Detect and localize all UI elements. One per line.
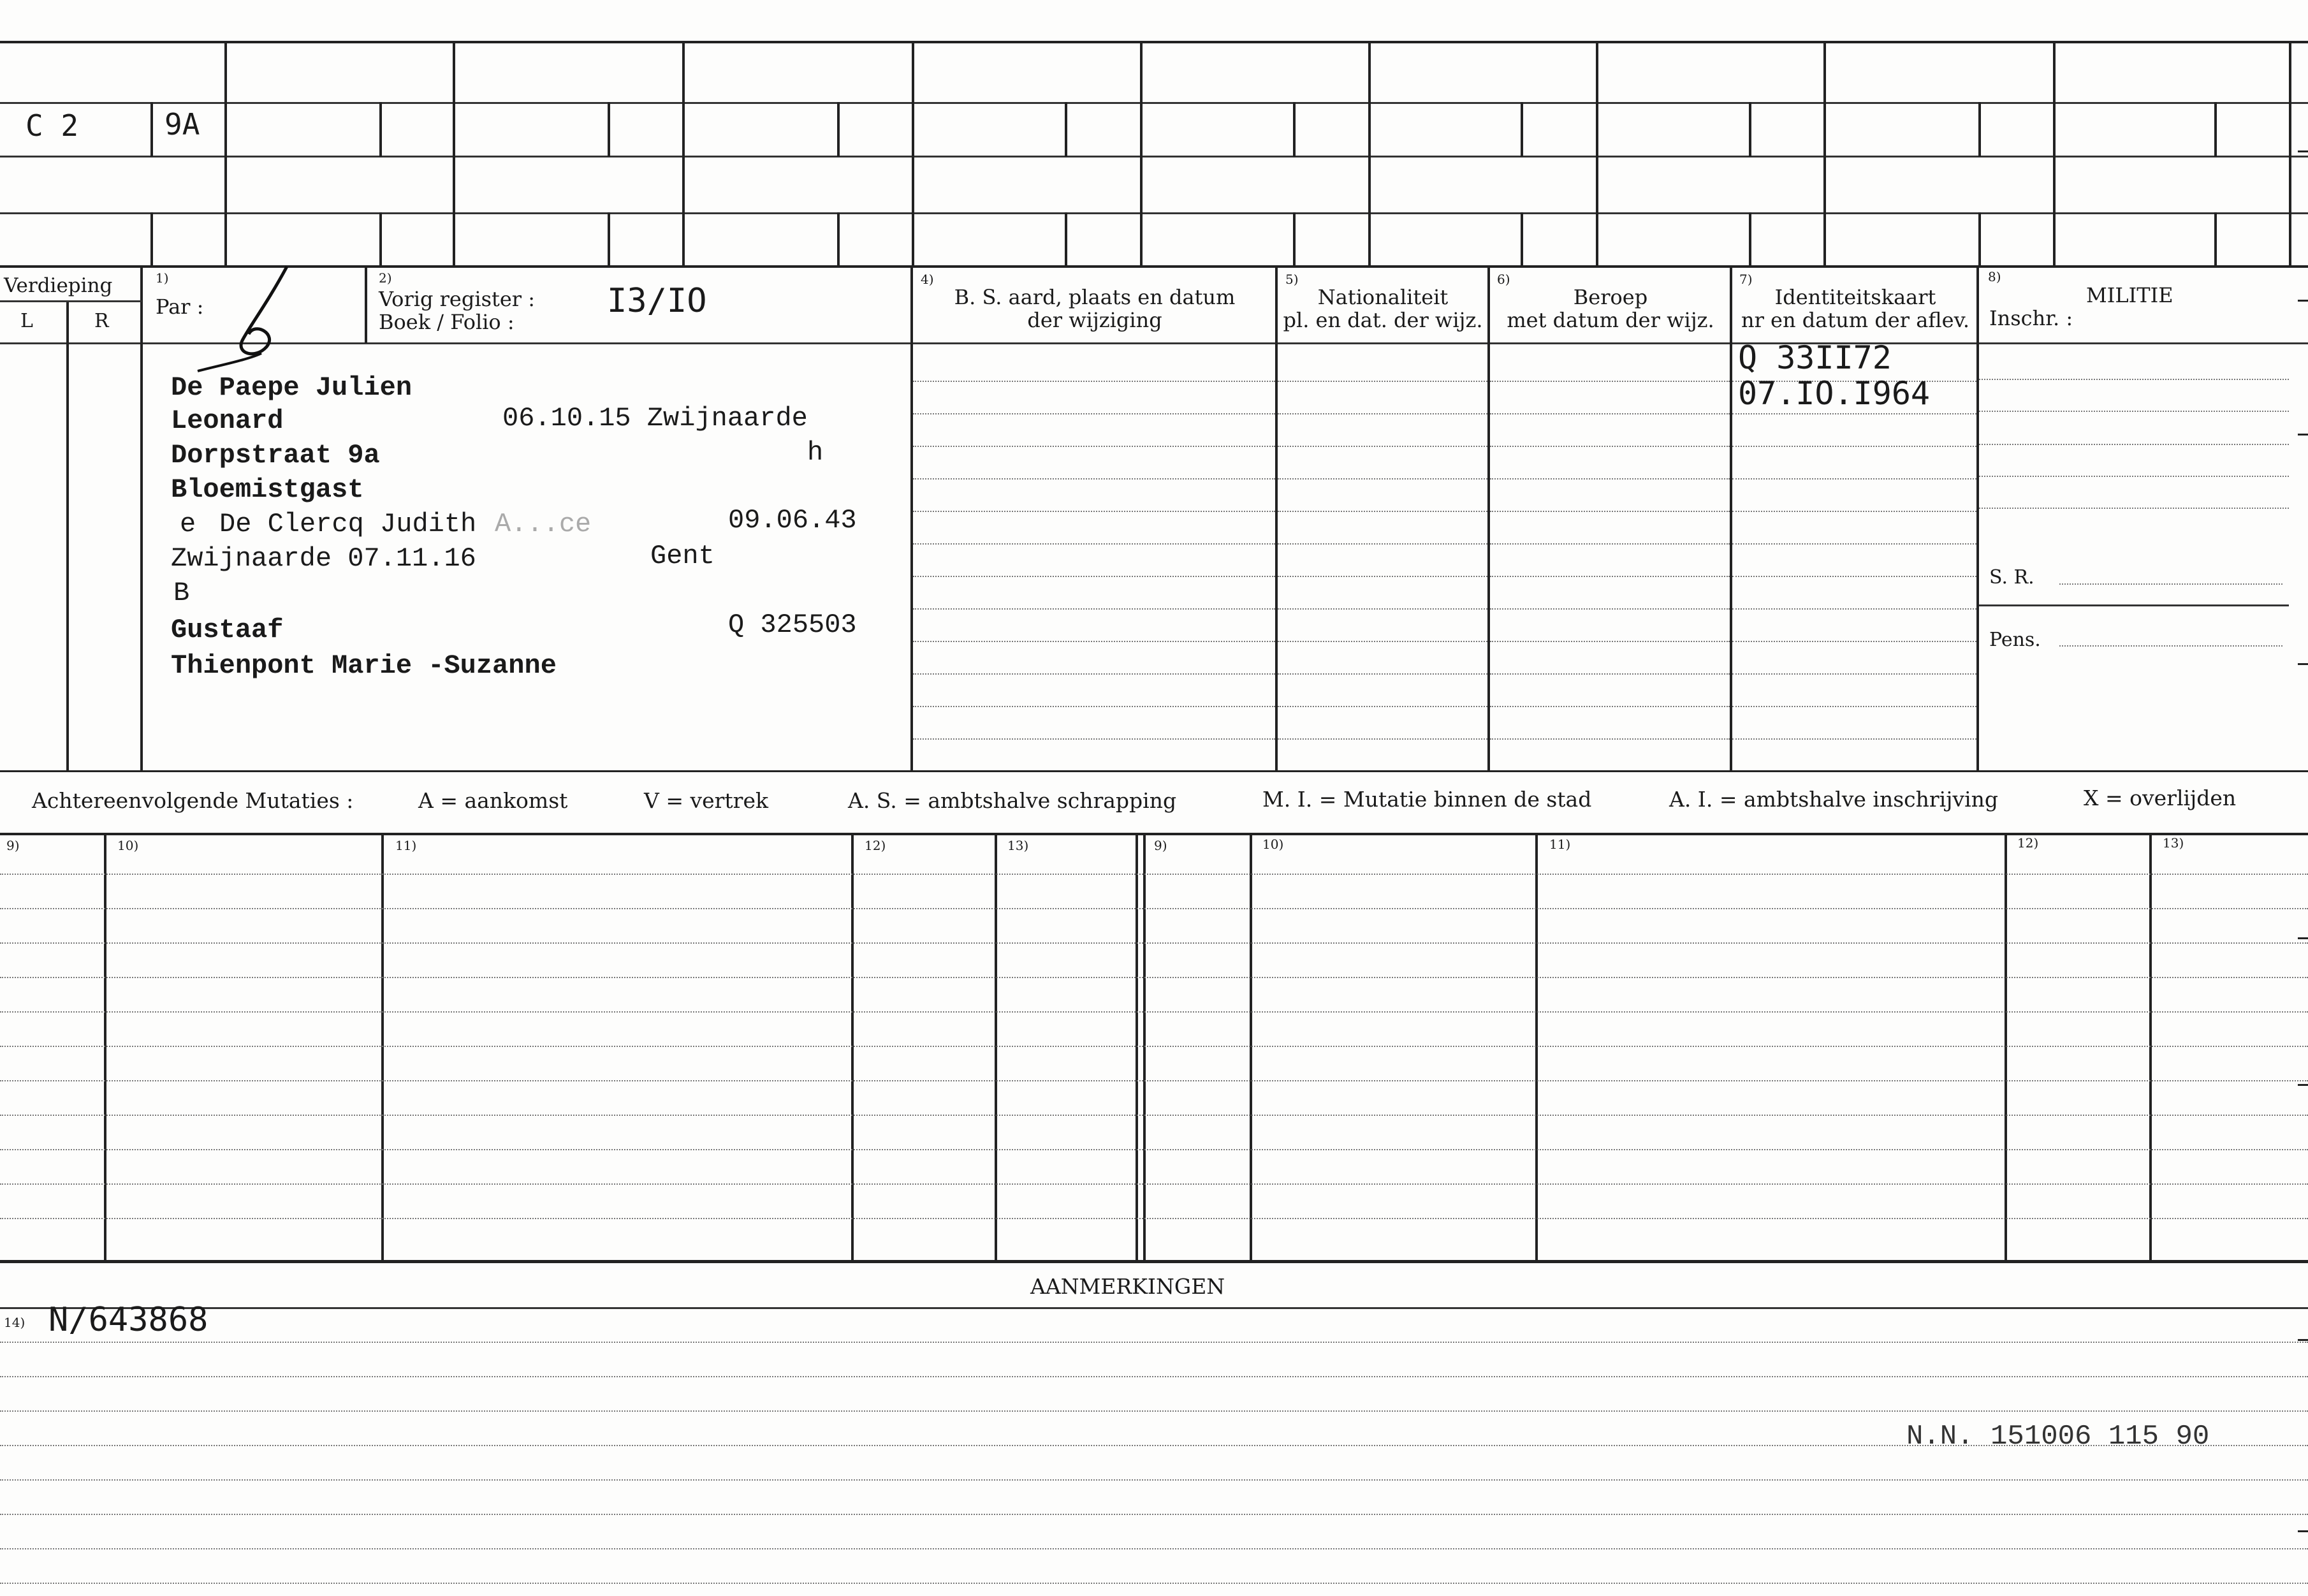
mutaties-col13-b: 13) [2163, 835, 2184, 851]
mutaties-col12-b: 12) [2017, 835, 2039, 851]
col6-header-line2: met datum der wijz. [1507, 308, 1714, 332]
person-line-3-address: Dorpstraat 9a [171, 440, 380, 471]
aanmerkingen-ruling [0, 1310, 2308, 1596]
person-line-6-birth: Zwijnaarde 07.11.16 [171, 543, 476, 574]
mutaties-col10-a: 10) [117, 838, 139, 853]
mutaties-col11-a: 11) [395, 838, 417, 853]
person-line-6-place: Gent [650, 541, 715, 571]
mutaties-col11-b: 11) [1549, 837, 1571, 852]
aanmerkingen-number: 14) [4, 1315, 26, 1330]
col4-number: 4) [921, 272, 934, 287]
aanmerkingen-reference: N/643868 [48, 1301, 208, 1339]
inschr-label: Inschr. : [1989, 306, 2073, 330]
col7-header-line1: Identiteitskaart [1774, 285, 1936, 309]
person-line-5-faint: A...ce [495, 509, 592, 539]
id-card-date: 07.IO.I964 [1738, 375, 1931, 412]
person-line-2-birth: 06.10.15 Zwijnaarde [502, 403, 808, 434]
legend-overlijden: X = overlijden [2084, 786, 2237, 810]
legend-aankomst: A = aankomst [418, 788, 568, 813]
col4-header-line2: der wijziging [1027, 308, 1162, 332]
legend-mutatie-binnen-stad: M. I. = Mutatie binnen de stad [1262, 787, 1592, 812]
col5-header-line2: pl. en dat. der wijz. [1283, 308, 1483, 332]
mutaties-col13-a: 13) [1007, 838, 1029, 853]
mutaties-ruling [0, 834, 2308, 1260]
mutaties-col10-b: 10) [1262, 837, 1284, 852]
vorig-register-label: Vorig register : [379, 287, 536, 311]
mutaties-col9-a: 9) [6, 838, 20, 853]
col5-ruling [1278, 344, 1487, 770]
person-line-2-name: Leonard [171, 406, 284, 436]
par-label: Par : [156, 295, 204, 319]
person-line-3-code: h [807, 437, 824, 468]
col6-header-line1: Beroep [1573, 285, 1648, 309]
legend-ambtshalve-inschrijving: A. I. = ambtshalve inschrijving [1669, 787, 1999, 812]
mutaties-label: Achtereenvolgende Mutaties : [32, 788, 354, 813]
militie-header: MILITIE [2086, 283, 2173, 307]
col4-ruling [913, 344, 1275, 770]
verdieping-r: R [94, 310, 109, 332]
col5-header-line1: Nationaliteit [1317, 285, 1449, 309]
person-line-5-marriage-date: 09.06.43 [728, 505, 857, 536]
par-signature-icon [191, 264, 306, 374]
col7-number: 7) [1739, 272, 1753, 287]
person-line-5-spouse: De Clercq Judith [219, 509, 477, 539]
verdieping-l: L [20, 310, 33, 332]
id-card-number: Q 33II72 [1738, 339, 1892, 376]
aanmerkingen-title: AANMERKINGEN [1030, 1274, 1225, 1299]
col7-header-line2: nr en datum der aflev. [1741, 308, 1970, 332]
col4-header-line1: B. S. aard, plaats en datum [954, 285, 1236, 309]
pens-label: Pens. [1989, 629, 2041, 651]
code-cell-1: C 2 [26, 108, 79, 143]
col5-number: 5) [1285, 272, 1299, 287]
legend-vertrek: V = vertrek [644, 788, 768, 813]
person-line-7: B [173, 578, 190, 608]
col1-number: 1) [156, 270, 169, 286]
col8-ruling [1979, 344, 2289, 770]
verdieping-label: Verdieping [4, 274, 113, 297]
col6-ruling [1490, 344, 1730, 770]
sr-label: S. R. [1989, 566, 2034, 589]
person-line-8-name: Gustaaf [171, 615, 284, 645]
col6-number: 6) [1497, 272, 1510, 287]
person-line-1: De Paepe Julien [171, 372, 413, 403]
col8-number: 8) [1988, 269, 2001, 284]
person-line-8-code: Q 325503 [728, 610, 857, 640]
person-line-9: Thienpont Marie -Suzanne [171, 650, 557, 681]
mutaties-col12-a: 12) [865, 838, 886, 853]
mutaties-col9-b: 9) [1154, 838, 1167, 853]
person-line-4-occupation: Bloemistgast [171, 474, 364, 505]
boek-folio-label: Boek / Folio : [379, 310, 515, 334]
code-cell-2: 9A [164, 107, 200, 142]
vorig-register-value: I3/IO [607, 282, 707, 320]
national-number: N.N. 151006 115 90 [1906, 1421, 2210, 1453]
legend-ambtshalve-schrapping: A. S. = ambtshalve schrapping [848, 788, 1177, 813]
col2-number: 2) [379, 270, 392, 286]
person-line-5-prefix: e [180, 509, 196, 539]
